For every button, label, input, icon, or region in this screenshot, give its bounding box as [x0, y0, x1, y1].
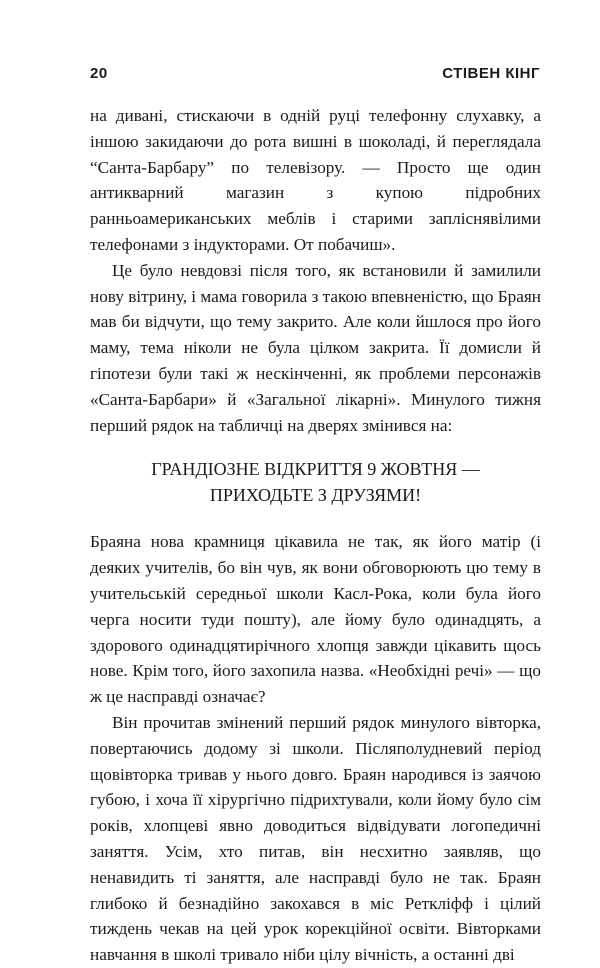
paragraph: Браяна нова крамниця цікавила не так, як його матір (і деяких учителів, бо він чув, як вони обговорюють цю тему в учительській середньої школи Касл-Рока, коли була його черга носити туди пошту), але йому було одинадцять, а здорового одинадцятирічного хлопця завжди цікавить щось нове. Крім того, його захопила назва. «Необхідні речі» — що ж це насправді означає?	[90, 532, 541, 707]
paragraph-continued: на дивані, стискаючи в одній руці телефонну слухавку, а іншою закидаючи до рота вишні в шоколаді, й переглядала “Санта-Барбару” по телевізору. — Просто ще один антикварний магазин з купою підробних ранньоамериканських меблів і старими запліснявілими телефонами з індукторами. От побачиш».	[90, 106, 541, 254]
paragraph: Він прочитав змінений перший рядок минулого вівторка, повертаючись додому зі школи. Післяполудневий період щовівторка тривав у нього довго. Браян народився із заячою губою, і хоча її хірургічно підрихтували, коли йому було сім років, хлопцеві явно доводиться відвідувати логопедичні заняття. Усім, хто питав, він несхитно заявляв, що ненавидить ті заняття, але насправді було не так. Браян глибоко й безнадійно закохався в міс Ретклiфф і цілий тиждень чекав на цей урок корекційної освіти. Вівторками навчання в школі тривало ніби цілу вічність, а останні дві	[90, 712, 541, 965]
running-head-author: СТІВЕН КІНГ	[442, 65, 540, 82]
page-number: 20	[90, 65, 108, 82]
sign-text	[90, 456, 541, 508]
paragraph: Це було невдовзі після того, як встановили й замилили нову вітрину, і мама говорила з такою впевненістю, що Браян мав би відчути, що тему закрито. Але коли йшлося про його маму, тема ніколи не була цілком закрита. Її домисли й гіпотези були такі ж нескінченні, як проблеми персонажів «Санта-Барбари» й «Загальної лікарні». Минулого тижня перший рядок на табличці на дверях змінився на:	[90, 260, 541, 435]
body-text	[90, 103, 541, 968]
page-header	[90, 64, 540, 84]
sign-line: ГРАНДІОЗНЕ ВІДКРИТТЯ 9 ЖОВТНЯ —	[151, 459, 480, 480]
sign-line: ПРИХОДЬТЕ З ДРУЗЯМИ!	[209, 485, 422, 506]
